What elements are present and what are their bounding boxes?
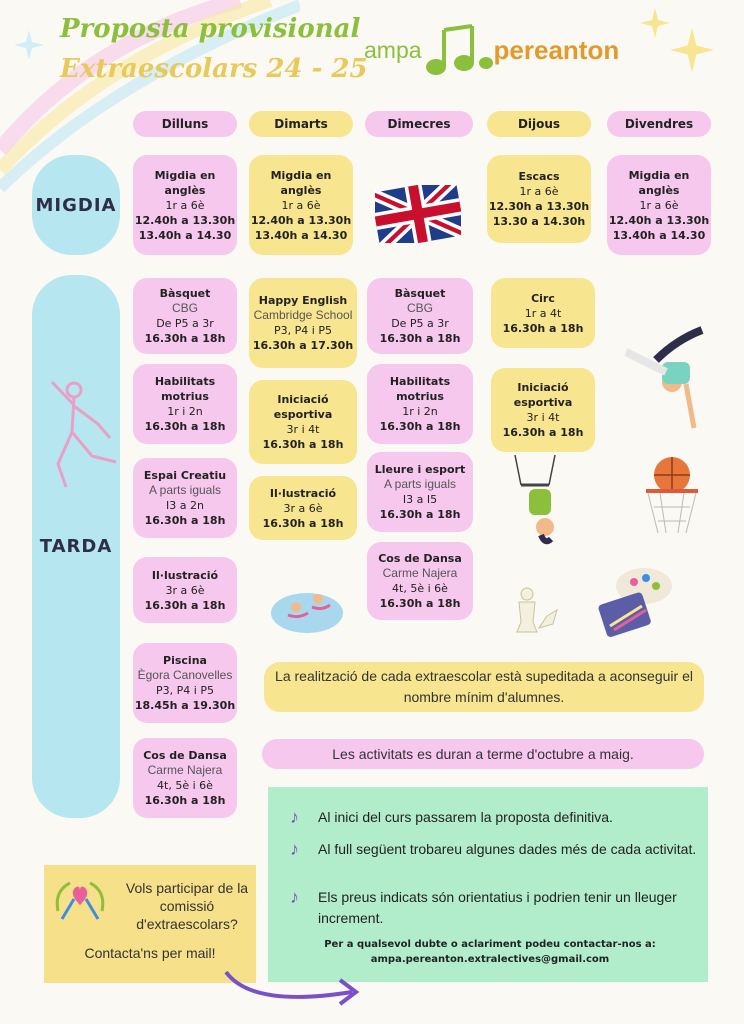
- activity-card-basketball-monday: Bàsquet CBG De P5 a 3r 16.30h a 18h: [133, 278, 237, 354]
- music-note-icon: ♪: [290, 807, 299, 827]
- sparkle-icon: [670, 28, 714, 72]
- info-box: [268, 787, 708, 982]
- activity-card-illustration-tuesday: Il·lustració 3r a 6è 16.30h a 18h: [249, 476, 357, 540]
- music-notes-icon: [422, 20, 494, 80]
- day-header-friday: Divendres: [607, 111, 711, 137]
- contact-text: Per a qualsevol dubte o aclariment podeu contactar-nos a: ampa.pereanton.extralectives@gmail.com: [290, 937, 690, 967]
- activity-card-sports-initiation-tuesday: Iniciació esportiva 3r i 4t 16.30h a 18h: [249, 380, 357, 464]
- section-afternoon: TARDA: [32, 275, 120, 818]
- info-item: ♪ Els preus indicats són orientatius i podrien tenir un lleuger increment.: [290, 887, 677, 926]
- day-header-wednesday: Dimecres: [365, 111, 473, 137]
- activity-card-english-midday-monday: Migdia en anglès 1r a 6è 12.40h a 13.30h 13.40h a 14.30: [133, 155, 237, 255]
- activity-period-note: Les activitats es duran a terme d'octubre a maig.: [262, 739, 704, 769]
- music-note-icon: ♪: [290, 839, 299, 859]
- music-note-icon: ♪: [290, 887, 299, 907]
- hands-heart-icon: [50, 871, 110, 931]
- activity-card-swimming-monday: Piscina Ègora Canovelles P3, P4 i P5 18.45h a 19.30h: [133, 643, 237, 723]
- activity-card-dance-wednesday: Cos de Dansa Carme Najera 4t, 5è i 6è 16.30h a 18h: [367, 542, 473, 620]
- art-supplies-illustration: [594, 556, 680, 642]
- activity-card-circus-thursday: Circ 1r a 4t 16.30h a 18h: [491, 278, 595, 348]
- activity-card-english-midday-tuesday: Migdia en anglès 1r a 6è 12.40h a 13.30h 13.40h a 14.30: [249, 155, 353, 255]
- day-header-tuesday: Dimarts: [249, 111, 353, 137]
- info-item: ♪ Al inici del curs passarem la proposta definitiva.: [290, 807, 613, 827]
- activity-card-motor-skills-wednesday: Habilitats motrius 1r i 2n 16.30h a 18h: [367, 364, 473, 444]
- activity-card-english-midday-friday: Migdia en anglès 1r a 6è 12.40h a 13.30h 13.40h a 14.30: [607, 155, 711, 255]
- ampa-logo: [364, 8, 654, 92]
- uk-flag-icon: [375, 185, 461, 243]
- day-header-monday: Dilluns: [133, 111, 237, 137]
- page-subtitle: Extraescolars 24 - 25: [60, 54, 368, 84]
- day-header-thursday: Dijous: [487, 111, 591, 137]
- minimum-students-note: La realització de cada extraescolar està supeditada a aconseguir el nombre mínim d'alumnes.: [264, 662, 704, 712]
- info-item: ♪ Al full següent trobareu algunes dades més de cada activitat.: [290, 839, 697, 859]
- chess-pieces-icon: [503, 576, 563, 636]
- basketball-player-icon: [36, 372, 126, 492]
- sparkle-icon: [14, 30, 44, 60]
- swimmers-illustration: [268, 585, 346, 637]
- basketball-hoop-icon: [640, 455, 704, 535]
- activity-card-illustration-monday: Il·lustració 3r a 6è 16.30h a 18h: [133, 557, 237, 623]
- activity-card-sports-initiation-thursday: Iniciació esportiva 3r i 4t 16.30h a 18h: [491, 368, 595, 452]
- activity-card-leisure-sport-wednesday: Lleure i esport A parts iguals I3 a I5 16.30h a 18h: [367, 452, 473, 532]
- committee-cta: Contacta'ns per mail!: [84, 945, 216, 961]
- logo-text-ampa: ampa: [364, 36, 422, 63]
- activity-card-chess-midday-thursday: Escacs 1r a 6è 12.30h a 13.30h 13.30 a 14.30h: [487, 155, 591, 243]
- section-midday: MIGDIA: [32, 155, 120, 255]
- activity-card-basketball-wednesday: Bàsquet CBG De P5 a 3r 16.30h a 18h: [367, 278, 473, 354]
- activity-card-creative-space-monday: Espai Creatiu A parts iguals I3 a 2n 16.30h a 18h: [133, 458, 237, 538]
- breakdancer-illustration: [616, 310, 716, 430]
- activity-card-dance-monday: Cos de Dansa Carme Najera 4t, 5è i 6è 16.30h a 18h: [133, 738, 237, 818]
- page-title: Proposta provisional: [60, 14, 361, 44]
- activity-card-happy-english-tuesday: Happy English Cambridge School P3, P4 i P5 16.30h a 17.30h: [249, 278, 357, 368]
- logo-text-pereanton: pereanton: [493, 34, 620, 65]
- trapeze-artist-illustration: [505, 455, 585, 545]
- activity-card-motor-skills-monday: Habilitats motrius 1r i 2n 16.30h a 18h: [133, 364, 237, 444]
- contact-email[interactable]: ampa.pereanton.extralectives@gmail.com: [370, 954, 610, 965]
- committee-question: Vols participar de la comissió d'extraescolars?: [125, 880, 249, 932]
- arrow-icon: [222, 964, 372, 1014]
